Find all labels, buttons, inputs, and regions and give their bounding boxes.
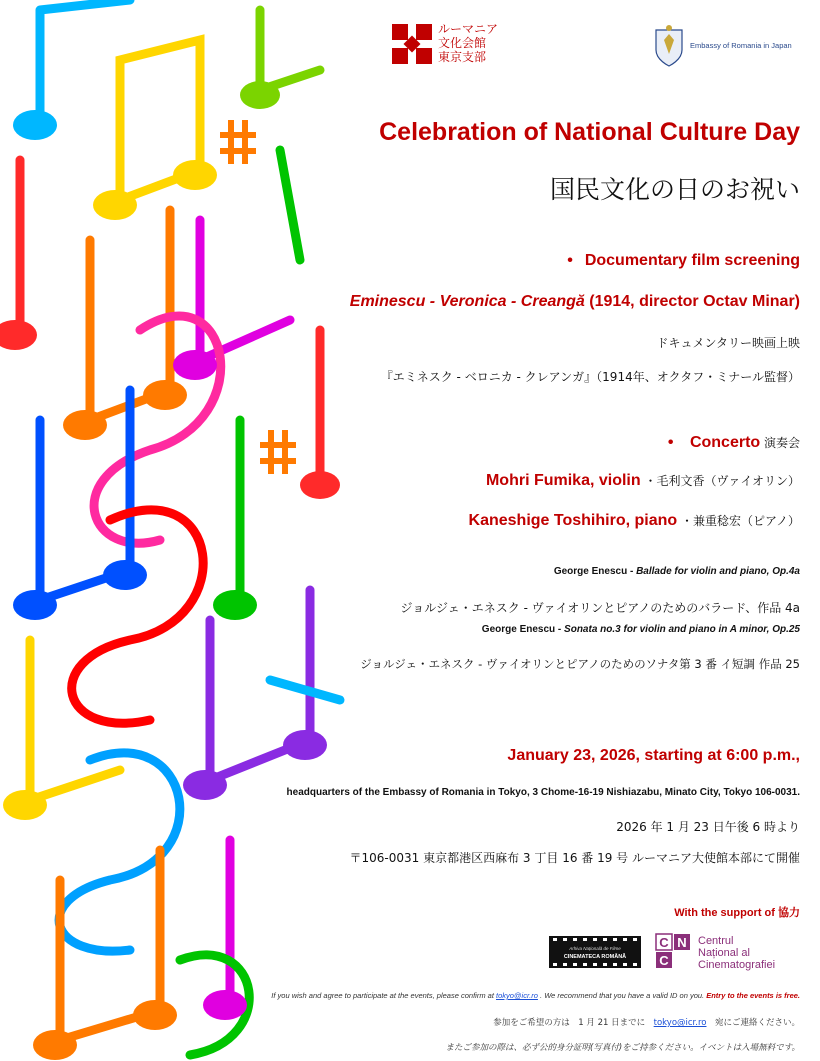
cnc-text-line: Centrul xyxy=(698,935,734,947)
cinemateca-archive-text: Arhiva Națională de Filme xyxy=(569,946,621,951)
film-title xyxy=(350,293,800,311)
performer-name-jp: ・兼重稔宏（ピアノ） xyxy=(677,514,800,528)
program-item-2-jp: ジョルジェ・エネスク - ヴァイオリンとピアノのためのソナタ第 3 番 イ短調 作品 25 xyxy=(360,657,800,671)
page-subtitle-jp: 国民文化の日のお祝い xyxy=(549,175,800,204)
cnc-mark-icon xyxy=(654,932,814,976)
program-item-1 xyxy=(554,566,800,577)
performer-name: Mohri Fumika, violin xyxy=(485,472,641,489)
footer-jp-before: 参加をご希望の方は 1 月 21 日までに xyxy=(493,1018,654,1028)
icr-logo-text xyxy=(438,22,498,64)
page-title: Celebration of National Culture Day xyxy=(379,118,800,146)
program-item-1-jp: ジョルジェ・エネスク - ヴァイオリンとピアノのためのバラード、作品 4a xyxy=(400,601,800,615)
cnc-text-line: Cinematografiei xyxy=(698,959,776,971)
film-heading-text: Documentary film screening xyxy=(584,252,800,269)
cnc-letter: C xyxy=(659,953,669,968)
concert-heading-jp: 演奏会 xyxy=(760,436,800,450)
embassy-logo xyxy=(652,24,812,70)
program-composer: George Enescu - xyxy=(481,624,565,635)
film-strip-icon xyxy=(549,932,641,972)
event-address-jp: 〒106-0031 東京都港区西麻布 3 丁目 16 番 19 号 ルーマニア大使館本部にて開催 xyxy=(349,851,800,865)
program-work: Sonata no.3 for violin and piano in A minor, Op.25 xyxy=(564,624,800,635)
footer-jp-after: 宛にご連絡ください。 xyxy=(706,1018,800,1028)
film-title-italic: Eminescu - Veronica - Creangă xyxy=(349,293,585,310)
concert-heading xyxy=(668,434,800,452)
cnc-letter: C xyxy=(659,935,669,950)
event-date: January 23, 2026, starting at 6:00 p.m., xyxy=(507,747,800,764)
music-notes-illustration xyxy=(0,0,360,1061)
support-label-text: With the support of xyxy=(674,907,778,919)
event-address: headquarters of the Embassy of Romania in Tokyo, 3 Chome-16-19 Nishiazabu, Minato City, Tokyo 106-0031. xyxy=(286,787,800,798)
performer-2 xyxy=(469,512,800,530)
cinemateca-romana-logo xyxy=(549,932,641,972)
contact-email-link[interactable]: tokyo@icr.ro xyxy=(496,991,538,1000)
film-heading-jp: ドキュメンタリー映画上映 xyxy=(656,336,800,350)
support-label-jp: 協力 xyxy=(778,906,800,919)
program-work: Ballade for violin and piano, Op.4a xyxy=(636,566,800,577)
film-heading xyxy=(567,252,800,270)
footer-en-after: . We recommend that you have a valid ID on you. xyxy=(537,991,707,1000)
cnc-letter: N xyxy=(677,935,687,950)
program-composer: George Enescu - xyxy=(553,566,637,577)
icr-cross-logo-icon xyxy=(392,24,432,64)
cinemateca-name-text: CINEMATECA ROMÂNĂ xyxy=(563,954,627,960)
film-title-jp: 『エミネスク - ベロニカ - クレアンガ』（1914年、オクタフ・ミナール監督） xyxy=(380,370,800,384)
support-label xyxy=(674,904,800,920)
performer-name-jp: ・毛利文香（ヴァイオリン） xyxy=(640,474,800,488)
icr-text-line: ルーマニア xyxy=(438,22,499,36)
icr-text-line: 文化会館 xyxy=(438,36,487,50)
event-date-jp: 2026 年 1 月 23 日午後 6 時より xyxy=(616,820,800,834)
footer-note-jp xyxy=(493,1016,800,1028)
romania-crest-icon xyxy=(652,24,686,68)
program-item-2 xyxy=(482,624,800,635)
footer-en-before: If you wish and agree to participate at the events, please confirm at xyxy=(271,991,496,1000)
performer-name: Kaneshige Toshihiro, piano xyxy=(468,512,678,529)
footer-note-jp-2: またご参加の際は、必ず公的身分証明(写真付)をご持参ください。イベントは入場無料です。 xyxy=(445,1043,800,1053)
footer-note-en xyxy=(271,991,800,1000)
contact-email-link-jp[interactable]: tokyo@icr.ro xyxy=(653,1018,707,1028)
cnc-logo xyxy=(654,932,814,976)
icr-tokyo-logo xyxy=(392,22,512,70)
concert-heading-text: Concerto xyxy=(689,434,761,451)
footer-free-entry: Entry to the events is free. xyxy=(706,991,800,1000)
icr-text-line: 東京支部 xyxy=(438,50,487,64)
embassy-logo-text: Embassy of Romania in Japan xyxy=(690,41,792,50)
performer-1 xyxy=(486,472,800,490)
film-title-rest: (1914, director Octav Minar) xyxy=(584,293,800,310)
cnc-text-line: Național al xyxy=(698,947,750,959)
